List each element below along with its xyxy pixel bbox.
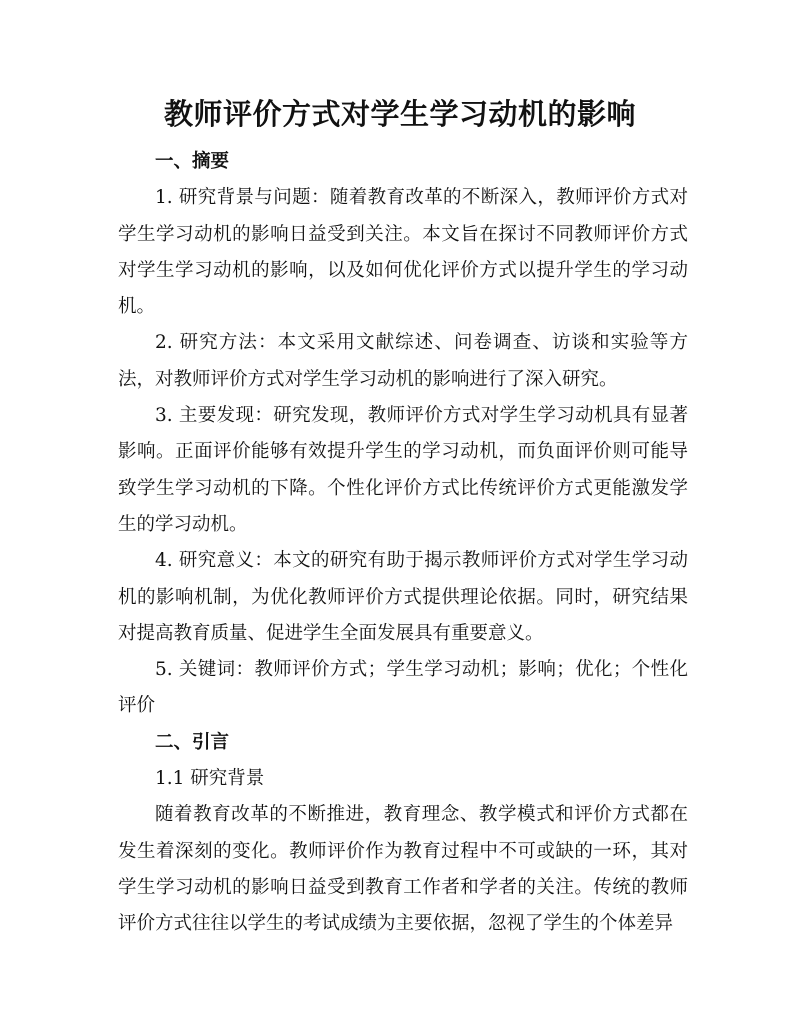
section-heading-introduction: 二、引言 bbox=[155, 731, 230, 753]
abstract-item-significance: 4. 研究意义：本文的研究有助于揭示教师评价方式对学生学习动机的影响机制，为优化教师评价方式提供理论依据。同时，研究结果对提高教育质量、促进学生全面发展具有重要意义。 bbox=[118, 550, 688, 644]
abstract-item-background: 1. 研究背景与问题：随着教育改革的不断深入，教师评价方式对学生学习动机的影响日益受到关注。本文旨在探讨不同教师评价方式对学生学习动机的影响，以及如何优化评价方式以提升学生的学习动机。 bbox=[118, 187, 688, 318]
abstract-item-methods: 2. 研究方法：本文采用文献综述、问卷调查、访谈和实验等方法，对教师评价方式对学生学习动机的影响进行了深入研究。 bbox=[118, 332, 688, 390]
subsection-heading-background: 1.1 研究背景 bbox=[155, 768, 265, 790]
introduction-paragraph: 随着教育改革的不断推进，教育理念、教学模式和评价方式都在发生着深刻的变化。教师评价作为教育过程中不可或缺的一环，其对学生学习动机的影响日益受到教育工作者和学者的关注。传统的教师评价方式往往以学生的考试成绩为主要依据，忽视了学生的个体差异 bbox=[118, 804, 688, 935]
document-title: 教师评价方式对学生学习动机的影响 bbox=[163, 97, 636, 131]
section-heading-abstract: 一、摘要 bbox=[155, 151, 230, 172]
abstract-item-findings: 3. 主要发现：研究发现，教师评价方式对学生学习动机具有显著影响。正面评价能够有效提升学生的学习动机，而负面评价则可能导致学生学习动机的下降。个性化评价方式比传统评价方式更能激发学生的学习动机。 bbox=[118, 405, 688, 535]
abstract-item-keywords: 5. 关键词：教师评价方式；学生学习动机；影响；优化；个性化评价 bbox=[118, 659, 688, 717]
document-body bbox=[118, 144, 688, 943]
